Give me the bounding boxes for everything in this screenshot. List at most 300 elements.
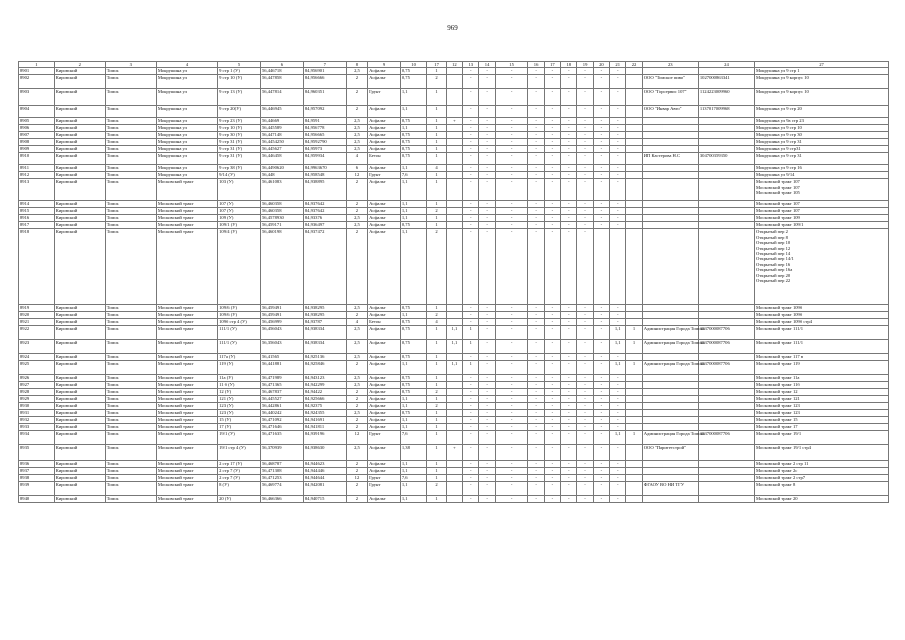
table-cell: Кировский [54,139,105,146]
cell-line: Открытый пер 16а [756,267,793,273]
table-cell: 1 [427,305,446,312]
table-cell: Мокрушина ул [156,153,217,165]
table-cell: - [528,468,544,475]
table-cell: Бетон [368,319,401,326]
table-cell: Кировский [54,146,105,153]
table-cell: - [561,132,577,139]
table-cell: - [593,305,609,312]
table-cell: - [593,375,609,382]
table-cell: - [528,139,544,146]
table-row [19,215,889,222]
table-cell [642,475,698,482]
table-row [19,461,889,468]
table-row [19,445,889,461]
table-cell: 1037000087706 [698,326,754,340]
table-cell: 1037000087706 [698,361,754,375]
table-cell: - [544,417,560,424]
table-cell: - [463,106,479,118]
table-cell: Томск [105,312,156,319]
table-cell: - [577,68,593,75]
table-cell: 1 [463,361,479,375]
table-cell: 56,446458 [260,153,303,165]
table-cell [642,139,698,146]
table-cell: Асфальт [368,208,401,215]
table-cell [626,139,642,146]
table-cell [642,354,698,361]
table-cell: - [495,153,528,165]
table-cell: 1,1 [400,89,427,106]
table-cell: - [463,125,479,132]
table-cell: Асфальт [368,340,401,354]
table-cell: 8933 [19,424,55,431]
table-cell: - [593,68,609,75]
table-cell: Томск [105,153,156,165]
table-cell: 123 (У) [218,410,261,417]
table-cell: 8922 [19,326,55,340]
column-header: 6 [260,62,303,68]
table-cell: 56,447814 [260,89,303,106]
table-cell: - [544,375,560,382]
table-cell: - [495,410,528,417]
table-cell: - [495,475,528,482]
table-cell: - [544,319,560,326]
table-cell: 1,1 [400,361,427,375]
table-cell: 0,75 [400,132,427,139]
table-cell: Мокрушина ул 9 стр 1 [755,68,889,75]
table-cell: 56,466366 [260,496,303,503]
table-cell: - [577,431,593,445]
table-cell: Кировский [54,389,105,396]
table-cell: - [463,424,479,431]
table-cell: 4 [346,319,367,326]
table-cell: - [577,118,593,125]
table-cell: - [610,68,626,75]
table-cell: Московский тракт [156,403,217,410]
table-cell [626,403,642,410]
table-cell: - [463,89,479,106]
table-cell: 56,447148 [260,132,303,139]
table-cell: - [495,165,528,172]
table-cell: - [610,461,626,468]
table-cell: 1 [427,179,446,201]
table-cell: 2,5 [346,125,367,132]
table-cell: 1,1 [400,201,427,208]
table-cell: - [610,496,626,503]
table-cell: - [479,305,495,312]
table-cell [626,417,642,424]
table-cell [642,424,698,431]
table-cell: Мокрушина ул 9 стр31 [755,146,889,153]
table-cell: 84,960351 [303,89,346,106]
table-cell: Кировский [54,417,105,424]
table-cell: - [544,153,560,165]
table-cell: 8934 [19,431,55,445]
table-cell: - [528,229,544,305]
table-cell: - [593,445,609,461]
table-cell [698,410,754,417]
table-cell: + [446,118,462,125]
table-cell [698,139,754,146]
table-cell [642,165,698,172]
table-cell: Кировский [54,172,105,179]
table-cell: - [495,361,528,375]
table-cell: Асфальт [368,461,401,468]
table-cell: 8911 [19,165,55,172]
table-cell: 1,1 [610,361,626,375]
column-header: 23 [642,62,698,68]
table-cell: - [593,431,609,445]
table-cell: 0,75 [400,354,427,361]
table-cell: Кировский [54,68,105,75]
table-cell: ООО "Инвар Авто" [642,106,698,118]
table-cell: 84,959934 [303,153,346,165]
table-cell: Томск [105,165,156,172]
table-cell: - [463,319,479,326]
table-cell: 2,5 [346,445,367,461]
table-cell: Московский тракт [156,375,217,382]
table-cell: - [495,201,528,208]
table-row [19,375,889,382]
table-cell: Мокрушина ул [156,125,217,132]
table-cell: - [544,139,560,146]
table-cell: Московский тракт 117 в [755,354,889,361]
table-cell: 2,5 [346,222,367,229]
table-cell [698,424,754,431]
table-cell: - [463,118,479,125]
table-cell: - [593,118,609,125]
table-cell: 8902 [19,75,55,89]
table-cell [626,215,642,222]
table-cell: 84,943123 [303,375,346,382]
table-cell: - [561,326,577,340]
table-cell: Московский тракт [156,222,217,229]
table-cell: 7,6 [400,475,427,482]
cell-line: Открытый пер 22 [756,278,791,284]
table-cell: - [463,146,479,153]
table-cell [698,179,754,201]
table-cell: - [479,75,495,89]
table-cell: 8906 [19,125,55,132]
table-cell: 2 стр 7 (У) [218,468,261,475]
table-cell [626,118,642,125]
table-cell: 84,958548 [303,172,346,179]
table-cell: - [463,75,479,89]
table-cell: 119 (У) [218,361,261,375]
table-cell: Мокрушина ул [156,75,217,89]
table-cell: 15 (У) [218,417,261,424]
table-cell: - [577,153,593,165]
column-header: 7 [303,62,346,68]
table-cell: Кировский [54,75,105,89]
table-cell: Кировский [54,153,105,165]
table-cell [446,89,462,106]
table-cell: Томск [105,417,156,424]
table-cell: Московский тракт 109/1 [755,222,889,229]
table-cell: Кировский [54,201,105,208]
table-cell: 8918 [19,229,55,305]
table-cell: Асфальт [368,201,401,208]
table-cell: 12 [346,475,367,482]
table-cell: 1 [427,89,446,106]
table-cell: 19/1 (У) [218,431,261,445]
table-cell: 56,469774 [260,482,303,496]
table-cell: - [561,482,577,496]
table-cell: 84,942299 [303,382,346,389]
table-cell: - [479,172,495,179]
table-cell [446,461,462,468]
table-cell: - [479,139,495,146]
table-cell [626,396,642,403]
table-cell: Асфальт [368,375,401,382]
table-cell: 84,9591 [303,118,346,125]
table-cell [446,431,462,445]
table-cell [446,165,462,172]
table-cell: - [495,445,528,461]
column-header: 17 [427,62,446,68]
table-cell: Московский тракт [156,396,217,403]
table-cell: 84,94422 [303,389,346,396]
table-cell: 1,1 [610,326,626,340]
table-cell: Асфальт [368,75,401,89]
table-cell: Мокрушина ул [156,146,217,153]
table-cell: - [495,208,528,215]
table-cell: 111/1 (У) [218,326,261,340]
table-cell: - [495,172,528,179]
table-cell: - [495,312,528,319]
table-cell [698,354,754,361]
table-cell [698,468,754,475]
column-header: 17 [544,62,560,68]
table-cell: - [577,496,593,503]
table-cell: Кировский [54,326,105,340]
table-cell: - [593,354,609,361]
table-cell: - [528,201,544,208]
table-cell: Московский тракт [156,431,217,445]
table-cell: Томск [105,125,156,132]
table-cell [642,305,698,312]
table-cell: Грунт [368,172,401,179]
table-row [19,75,889,89]
table-cell: - [561,396,577,403]
table-cell [446,229,462,305]
table-cell: Московский тракт 12 [755,389,889,396]
table-cell: - [593,106,609,118]
table-cell: - [610,354,626,361]
table-cell: - [495,382,528,389]
table-cell: Томск [105,75,156,89]
table-cell [626,424,642,431]
table-row [19,146,889,153]
table-cell: Томск [105,461,156,468]
table-cell: - [544,403,560,410]
table-cell: Асфальт [368,222,401,229]
table-cell [626,201,642,208]
table-cell: Томск [105,201,156,208]
table-cell: 84,938630 [303,445,346,461]
table-cell: 84,941691 [303,417,346,424]
table-cell: 8 (У) [218,482,261,496]
table-cell: 56,4454250 [260,139,303,146]
table-cell: - [593,153,609,165]
table-cell: Московский тракт 107 [755,201,889,208]
table-cell: 56,446945 [260,106,303,118]
table-cell: - [528,68,544,75]
table-cell: Московский тракт [156,179,217,201]
cell-line: Московский тракт 107 [756,184,800,190]
table-cell: Кировский [54,118,105,125]
table-cell [698,222,754,229]
table-cell [446,106,462,118]
table-cell: Мокрушина ул 9 стр 31 [755,139,889,146]
table-cell: 2 [346,424,367,431]
table-cell [642,496,698,503]
table-cell: 2,5 [346,132,367,139]
table-cell [626,165,642,172]
table-row [19,326,889,340]
table-cell: - [593,461,609,468]
table-cell: 9 стр 1 (У) [218,68,261,75]
table-cell [446,389,462,396]
table-cell: 1 [427,215,446,222]
table-cell: Кировский [54,424,105,431]
table-cell: ООО "Горсервис 107" [642,89,698,106]
table-cell: - [544,89,560,106]
column-header: 13 [463,62,479,68]
table-cell: 12 [346,172,367,179]
table-cell [446,475,462,482]
table-cell: - [463,475,479,482]
table-cell: Московский тракт 19/1 стр4 [755,445,889,461]
column-header: 16 [528,62,544,68]
table-cell: - [528,396,544,403]
table-cell: - [463,139,479,146]
table-cell: Московский тракт 111/1 [755,340,889,354]
table-cell: - [561,222,577,229]
table-cell: - [528,475,544,482]
table-cell: - [463,305,479,312]
table-cell: - [528,75,544,89]
table-cell: - [479,424,495,431]
table-cell: - [479,215,495,222]
table-cell: Московский тракт [156,326,217,340]
table-cell: 1,1 [400,215,427,222]
table-cell: - [463,153,479,165]
table-cell: - [544,215,560,222]
table-cell [698,201,754,208]
table-cell: Московский тракт 8 [755,482,889,496]
table-row [19,496,889,503]
table-row [19,319,889,326]
table-cell: 0,75 [400,75,427,89]
table-cell: 84,957092 [303,106,346,118]
table-cell: - [610,403,626,410]
table-cell: Мокрушина ул 9а стр 23 [755,118,889,125]
column-header: 1 [19,62,55,68]
table-cell: 84,925846 [303,361,346,375]
table-cell [626,229,642,305]
table-cell: - [544,106,560,118]
table-cell [446,468,462,475]
table-cell: - [528,179,544,201]
table-cell: - [561,89,577,106]
table-cell [698,445,754,461]
table-cell: 1,1 [400,396,427,403]
table-cell: - [495,403,528,410]
table-cell: - [463,431,479,445]
table-cell: - [610,118,626,125]
table-cell: - [495,75,528,89]
table-cell: Кировский [54,475,105,482]
table-cell: 109/4 (У) [218,229,261,305]
table-cell: 8916 [19,215,55,222]
table-cell: Московский тракт [156,312,217,319]
table-cell: - [577,375,593,382]
table-cell: - [561,208,577,215]
table-row [19,475,889,482]
table-cell [698,312,754,319]
table-cell: - [463,382,479,389]
column-header: 19 [577,62,593,68]
table-cell: 2 [346,389,367,396]
table-cell: Асфальт [368,410,401,417]
table-cell: 84,924355 [303,410,346,417]
table-cell: Томск [105,445,156,461]
table-cell: Московский тракт 109 [755,215,889,222]
table-cell: - [495,179,528,201]
table-cell: Асфальт [368,132,401,139]
table-cell: 1 [427,201,446,208]
table-cell [698,215,754,222]
table-cell: 56,4490620 [260,165,303,172]
table-cell: - [593,146,609,153]
table-cell: 0,75 [400,153,427,165]
table-cell: Московский тракт [156,319,217,326]
table-cell: - [528,312,544,319]
table-cell: Кировский [54,208,105,215]
table-cell: Московский тракт 17 [755,424,889,431]
table-cell: 56,471308 [260,468,303,475]
table-cell: - [463,417,479,424]
table-cell: - [495,229,528,305]
table-cell: Московский тракт [156,382,217,389]
table-cell: - [610,125,626,132]
table-cell: Кировский [54,431,105,445]
table-cell: Кировский [54,375,105,382]
table-cell: - [495,468,528,475]
table-cell: - [528,146,544,153]
table-cell: - [577,132,593,139]
table-cell: - [593,417,609,424]
table-cell: - [577,75,593,89]
table-cell: - [610,153,626,165]
table-cell: - [593,326,609,340]
table-cell: 56,356043 [260,340,303,354]
table-cell: Кировский [54,312,105,319]
table-cell: 8905 [19,118,55,125]
table-cell: 8901 [19,68,55,75]
table-cell [446,222,462,229]
table-cell: - [479,403,495,410]
table-cell [698,118,754,125]
table-cell: - [479,118,495,125]
table-cell: - [544,354,560,361]
table-cell: - [610,396,626,403]
table-cell [446,375,462,382]
table-cell: - [544,424,560,431]
table-cell: 9 стр 38 (У) [218,165,261,172]
table-cell: 8930 [19,403,55,410]
table-cell: 107 (У) [218,208,261,215]
